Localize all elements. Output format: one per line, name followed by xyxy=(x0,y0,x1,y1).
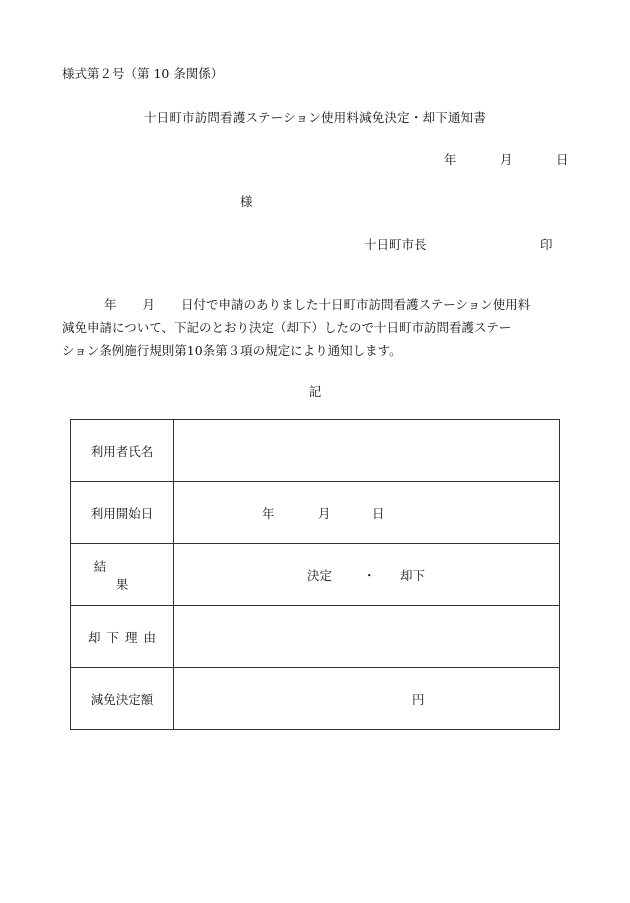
rejection-reason-label: 却下理由 xyxy=(71,606,174,668)
start-date-year: 年 xyxy=(262,505,275,521)
yen-unit: 円 xyxy=(412,691,425,707)
date-day-label: 日 xyxy=(556,152,569,167)
date-month-label: 月 xyxy=(500,152,513,167)
record-table xyxy=(70,419,560,730)
body-line-3: ション条例施行規則第10条第３項の規定により通知します。 xyxy=(62,343,402,358)
result-field[interactable] xyxy=(174,544,560,606)
result-separator: ・ xyxy=(363,567,376,583)
result-decide-option[interactable]: 決定 xyxy=(307,567,333,583)
ki-heading: 記 xyxy=(308,384,322,399)
body-line-1-text: 日付で申請のありました十日町市訪問看護ステーション使用料 xyxy=(181,297,531,312)
table-row xyxy=(71,544,560,606)
table-row xyxy=(71,668,560,730)
body-line-2: 減免申請について、下記のとおり決定（却下）したので十日町市訪問看護ステー xyxy=(62,320,512,335)
issuer-name: 十日町市長 xyxy=(364,237,427,252)
reduction-amount-field[interactable] xyxy=(174,668,560,730)
result-reject-option[interactable]: 却下 xyxy=(400,567,426,583)
start-date-month: 月 xyxy=(318,505,331,521)
body-year-label: 年 xyxy=(104,297,117,312)
seal-mark: 印 xyxy=(540,237,553,252)
start-date-label: 利用開始日 xyxy=(71,482,174,544)
body-line-1 xyxy=(62,293,572,316)
body-month-label: 月 xyxy=(142,297,156,312)
user-name-field[interactable] xyxy=(174,420,560,482)
notice-body xyxy=(62,293,572,362)
document-title: 十日町市訪問看護ステーション使用料減免決定・却下通知書 xyxy=(143,110,487,125)
addressee-honorific: 様 xyxy=(240,194,253,209)
form-number: 様式第２号（第 10 条関係） xyxy=(62,66,224,81)
start-date-field[interactable] xyxy=(174,482,560,544)
table-row xyxy=(71,482,560,544)
start-date-day: 日 xyxy=(372,505,385,521)
result-label: 結果 xyxy=(71,544,174,606)
table-row xyxy=(71,606,560,668)
reduction-amount-label: 減免決定額 xyxy=(71,668,174,730)
date-year-label: 年 xyxy=(444,152,457,167)
user-name-label: 利用者氏名 xyxy=(71,420,174,482)
table-row xyxy=(71,420,560,482)
rejection-reason-field[interactable] xyxy=(174,606,560,668)
